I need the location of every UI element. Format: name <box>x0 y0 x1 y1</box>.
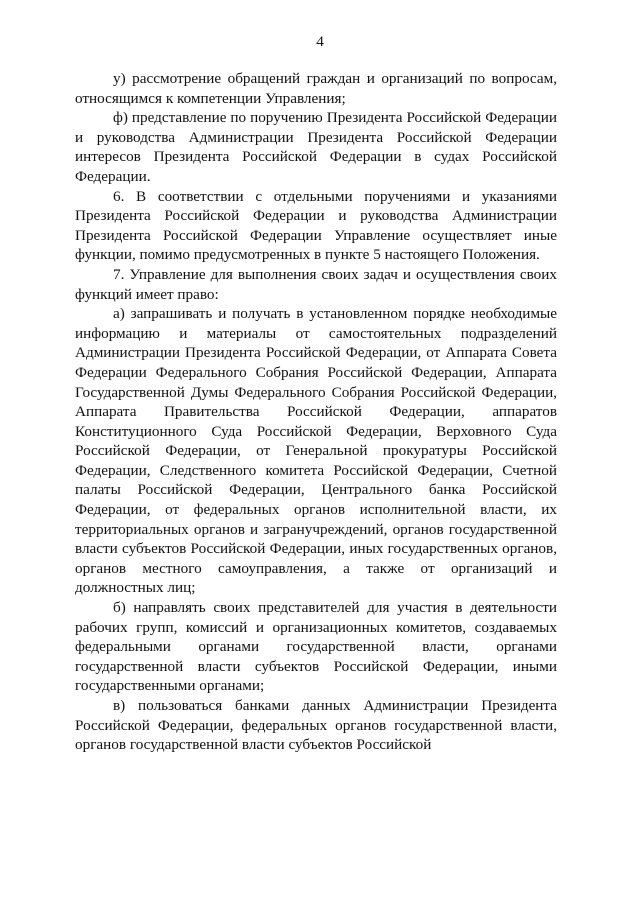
paragraph-item-f: ф) представление по поручению Президента Российской Федерации и руководства Администрации Президента Российской Федерации интересов Президента Российской Федерации в судах Российской Федерации. <box>75 109 557 185</box>
paragraph-clause-7: 7. Управление для выполнения своих задач и осуществления своих функций имеет право: <box>75 265 557 303</box>
paragraph-item-b: б) направлять своих представителей для участия в деятельности рабочих групп, комиссий и организационных комитетов, создаваемых федеральными органами государственной власти, органами государственной власти субъектов Российской Федерации, иными государственными органами; <box>75 599 557 695</box>
document-body <box>75 69 557 755</box>
paragraph-item-a: а) запрашивать и получать в установленном порядке необходимые информацию и материалы от самостоятельных подразделений Администрации Президента Российской Федерации, от Аппарата Совета Федерации Федерального Собрания Российской Федерации, Аппарата Государственной Думы Федерального Собрания Российской Федерации, Аппарата Правительства Российской Федерации, аппаратов Конституционного Суда Российской Федерации, Верховного Суда Российской Федерации, от Генеральной прокуратуры Российской Федерации, Следственного комитета Российской Федерации, Счетной палаты Российской Федерации, Центрального банка Российской Федерации, от федеральных органов исполнительной власти, их территориальных органов и загранучреждений, органов государственной власти субъектов Российской Федерации, иных государственных органов, органов местного самоуправления, а также от организаций и должностных лиц; <box>75 305 557 597</box>
paragraph-item-v: в) пользоваться банками данных Администрации Президента Российской Федерации, федеральных органов государственной власти, органов государственной власти субъектов Российской <box>75 697 557 754</box>
page-number: 4 <box>316 33 324 50</box>
paragraph-clause-6: 6. В соответствии с отдельными поручениями и указаниями Президента Российской Федерации и руководства Администрации Президента Российской Федерации Управление осуществляет иные функции, помимо предусмотренных в пункте 5 настоящего Положения. <box>75 187 557 264</box>
paragraph-item-u: у) рассмотрение обращений граждан и организаций по вопросам, относящимся к компетенции Управления; <box>75 70 557 107</box>
